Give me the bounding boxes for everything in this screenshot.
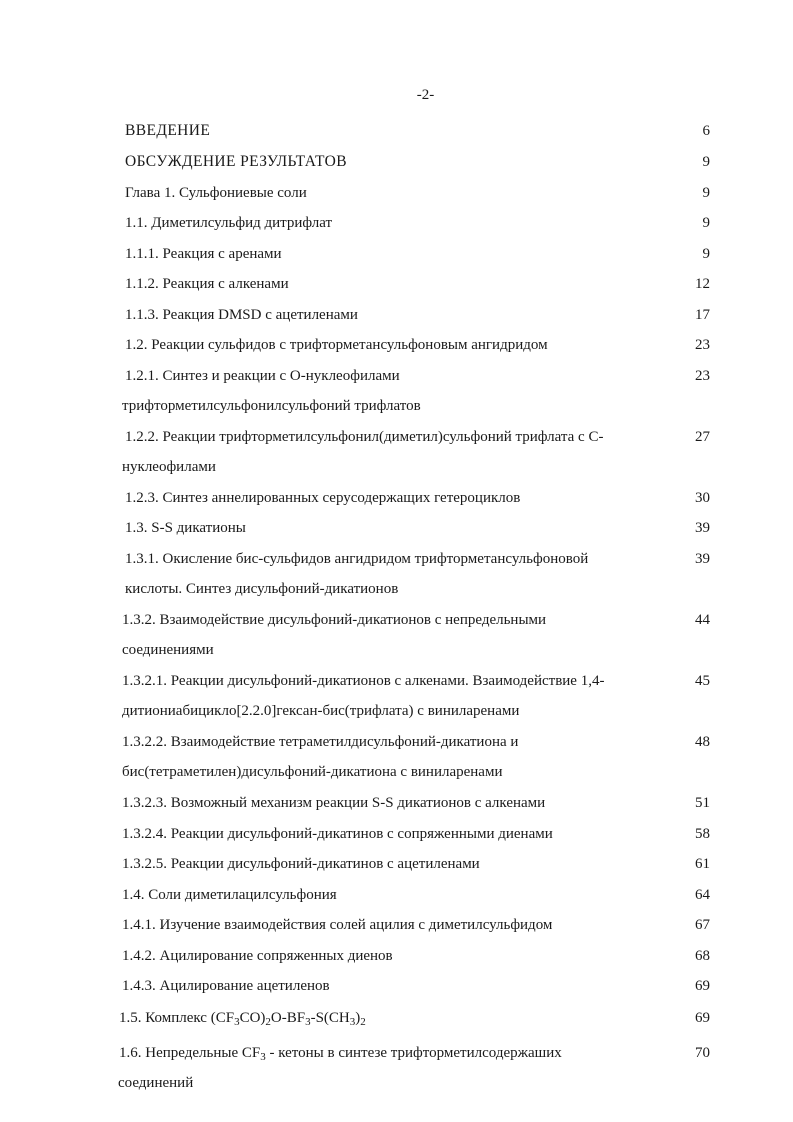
- toc-entry-title: ОБСУЖДЕНИЕ РЕЗУЛЬТАТОВ: [125, 153, 348, 170]
- toc-entry-page: 69: [695, 1010, 710, 1026]
- toc-entry-title: 1.2.3. Синтез аннелированных серусодержащих гетероциклов: [125, 490, 521, 506]
- complex-formula: 1.5. Комплекс $(CF_3CO)_2O-BF_3-S(CH_3)_2$: [119, 1010, 366, 1028]
- toc-entry-title: 1.1. Диметилсульфид дитрифлат: [125, 215, 333, 231]
- toc-entry-page: 45: [695, 673, 710, 689]
- toc-entry-page: 6: [702, 123, 710, 139]
- toc-entry-title: 1.3.2.2. Взаимодействие тетраметилдисульфоний-дикатиона и: [122, 734, 519, 750]
- toc-entry-page: 39: [695, 551, 710, 567]
- toc-entry-page: 58: [695, 826, 710, 842]
- toc-entry-title: 1.3.2.5. Реакции дисульфоний-дикатинов с ацетиленами: [122, 856, 480, 872]
- toc-entry-title: [119, 1044, 562, 1062]
- toc-entry-title-continued: бис(тетраметилен)дисульфоний-дикатиона с виниларенами: [122, 764, 503, 780]
- toc-entry-page: 23: [695, 337, 710, 353]
- toc-entry-page: 44: [695, 612, 710, 628]
- toc-entry-title: 1.1.1. Реакция с аренами: [125, 246, 282, 262]
- toc-entry-page: 61: [695, 856, 710, 872]
- toc-entry-title-continued: соединений: [118, 1075, 194, 1091]
- toc-entry-title: 1.3.2.3. Возможный механизм реакции S-S дикатионов с алкенами: [122, 795, 546, 811]
- toc-entry-title: 1.3.1. Окисление бис-сульфидов ангидридом трифторметансульфоновой: [125, 551, 589, 567]
- toc-entry-title-continued: соединениями: [122, 642, 214, 658]
- toc-entry-page: 39: [695, 520, 710, 536]
- toc-entry-title: 1.3.2. Взаимодействие дисульфоний-дикатионов с непредельными: [122, 612, 547, 628]
- toc-entry-title: 1.1.2. Реакция с алкенами: [125, 276, 289, 292]
- toc-entry-page: 9: [702, 246, 710, 262]
- toc-entry-title: Глава 1. Сульфониевые соли: [125, 185, 307, 201]
- toc-entry-page: 27: [695, 429, 710, 445]
- toc-entry-title-continued: дитиониабицикло[2.2.0]гексан-бис(трифлата) с виниларенами: [122, 703, 520, 719]
- toc-entry-page: 67: [695, 917, 710, 933]
- toc-entry-page: 23: [695, 368, 710, 384]
- toc-entry-page: 70: [695, 1045, 710, 1061]
- toc-entry-title: [119, 1009, 366, 1027]
- toc-entry-title-continued: трифторметилсульфонилсульфоний трифлатов: [122, 398, 421, 414]
- toc-entry-title: ВВЕДЕНИЕ: [125, 122, 211, 139]
- toc-entry-title: 1.2.2. Реакции трифторметилсульфонил(диметил)сульфоний трифлата с С-: [125, 429, 604, 445]
- toc-entry-page: 68: [695, 948, 710, 964]
- toc-entry-title: 1.2. Реакции сульфидов с трифторметансульфоновым ангидридом: [125, 337, 548, 353]
- toc-entry-page: 69: [695, 978, 710, 994]
- toc-entry-title: 1.4.3. Ацилирование ацетиленов: [122, 978, 330, 994]
- toc-entry-page: 17: [695, 307, 710, 323]
- toc-entry-title-continued: кислоты. Синтез дисульфоний-дикатионов: [125, 581, 399, 597]
- toc-entry-title: 1.1.3. Реакция DMSD с ацетиленами: [125, 307, 358, 323]
- toc-entry-title: 1.4. Соли диметилацилсульфония: [122, 887, 337, 903]
- toc-entry-page: 48: [695, 734, 710, 750]
- toc-entry-title: 1.4.2. Ацилирование сопряженных диенов: [122, 948, 393, 964]
- toc-entry-page: 9: [702, 154, 710, 170]
- toc-entry-title: 1.3.2.1. Реакции дисульфоний-дикатионов с алкенами. Взаимодействие 1,4-: [122, 673, 605, 689]
- toc-entry-page: 9: [702, 185, 710, 201]
- toc-entry-page: 64: [695, 887, 710, 903]
- toc-entry-title-continued: нуклеофилами: [122, 459, 216, 475]
- toc-entry-page: 30: [695, 490, 710, 506]
- toc-entry-title: 1.3.2.4. Реакции дисульфоний-дикатинов с сопряженными диенами: [122, 826, 553, 842]
- toc-entry-title: 1.3. S-S дикатионы: [125, 520, 246, 536]
- toc-entry-page: 12: [695, 276, 710, 292]
- toc-entry-page: 9: [702, 215, 710, 231]
- toc-entry-title: 1.4.1. Изучение взаимодействия солей ацилия с диметилсульфидом: [122, 917, 553, 933]
- ketones-formula: 1.6. Непредельные $CF_3$ - кетоны в синтезе трифторметилсодержаших: [119, 1045, 562, 1063]
- toc-entry-page: 51: [695, 795, 710, 811]
- toc-entry-title: 1.2.1. Синтез и реакции с О-нуклеофилами: [125, 368, 400, 384]
- page-number: -2-: [416, 87, 435, 103]
